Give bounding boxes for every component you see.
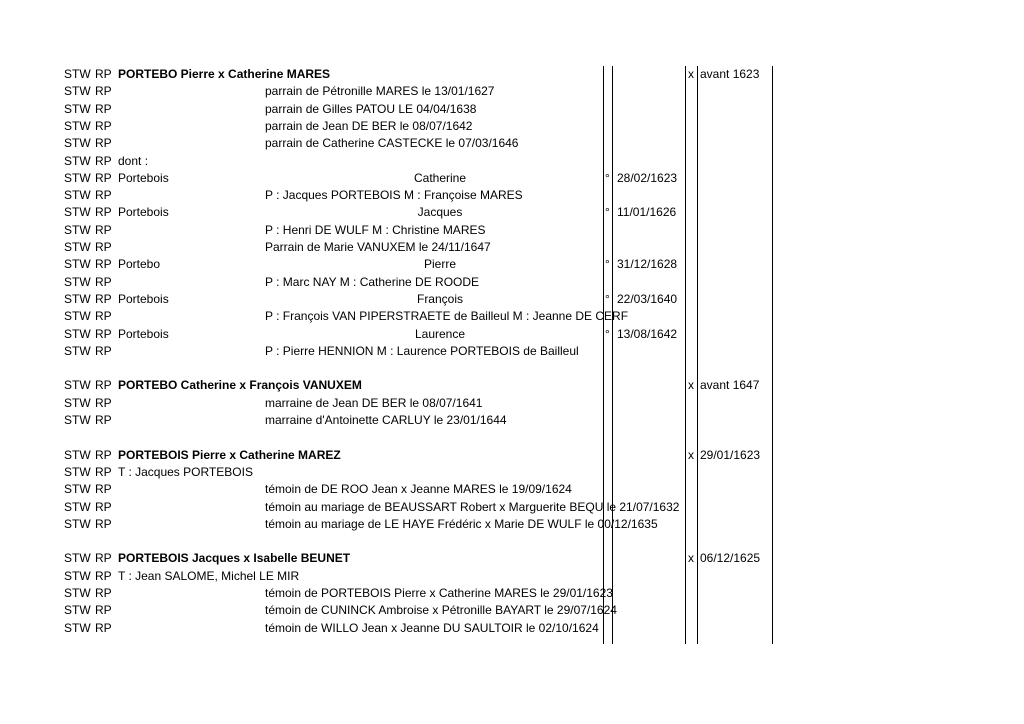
name-cell: T : Jacques PORTEBOIS [118, 464, 253, 479]
stw-cell: STW [64, 274, 91, 289]
stw-cell: STW [64, 118, 91, 133]
rp-cell: RP [95, 464, 112, 479]
register-row [0, 585, 1024, 602]
entry-text: P : François VAN PIPERSTRAETE de Bailleul M : Jeanne DE CERF [265, 309, 629, 324]
name-cell: PORTEBOIS Jacques x Isabelle BEUNET [118, 551, 351, 566]
register-row [0, 118, 1024, 135]
name-cell: Portebo [118, 257, 161, 272]
rp-cell: RP [95, 274, 112, 289]
rp-cell: RP [95, 343, 112, 358]
entry-text: témoin de WILLO Jean x Jeanne DU SAULTOIR le 02/10/1624 [265, 620, 599, 635]
stw-cell: STW [64, 343, 91, 358]
rp-cell: RP [95, 67, 112, 81]
marriage-date: 06/12/1625 [700, 551, 761, 566]
name-cell: dont : [118, 153, 149, 168]
register-row [0, 620, 1024, 637]
birth-mark: ° [605, 205, 610, 220]
register-row [0, 170, 1024, 187]
entry-text: marraine d'Antoinette CARLUY le 23/01/1644 [265, 413, 507, 427]
rp-cell: RP [95, 620, 112, 635]
register-row [0, 239, 1024, 256]
stw-cell: STW [64, 499, 91, 514]
rp-cell: RP [95, 240, 112, 254]
entry-text: témoin de CUNINCK Ambroise x Pétronille BAYART le 29/07/1624 [265, 603, 617, 618]
register-row [0, 412, 1024, 429]
stw-cell: STW [64, 257, 91, 272]
name-cell: Portebois [118, 326, 169, 341]
register-row [0, 204, 1024, 221]
rp-cell: RP [95, 101, 112, 116]
rp-cell: RP [95, 551, 112, 566]
child-name: Pierre [423, 257, 456, 272]
stw-cell: STW [64, 309, 91, 324]
birth-mark: ° [605, 291, 610, 306]
stw-cell: STW [64, 551, 91, 566]
entry-text: témoin de DE ROO Jean x Jeanne MARES le 19/09/1624 [265, 482, 572, 497]
register-row [0, 153, 1024, 170]
marriage-date: 29/01/1623 [700, 447, 761, 462]
birth-mark: ° [605, 257, 610, 272]
rp-cell: RP [95, 257, 112, 272]
register-row [0, 499, 1024, 516]
entry-text: parrain de Catherine CASTECKE le 07/03/1646 [265, 136, 519, 151]
birth-date: 11/01/1626 [617, 205, 677, 220]
stw-cell: STW [64, 205, 91, 220]
rp-cell: RP [95, 291, 112, 306]
rp-cell: RP [95, 395, 112, 410]
entry-text: parrain de Jean DE BER le 08/07/1642 [265, 118, 473, 133]
rp-cell: RP [95, 568, 112, 583]
rp-cell: RP [95, 326, 112, 341]
marriage-mark: x [688, 447, 694, 462]
register-row [0, 377, 1024, 394]
name-cell: PORTEBO Pierre x Catherine MARES [118, 67, 331, 81]
stw-cell: STW [64, 447, 91, 462]
rp-cell: RP [95, 413, 112, 427]
register-row [0, 550, 1024, 567]
register-row [0, 429, 1024, 446]
stw-cell: STW [64, 170, 91, 185]
register-row [0, 101, 1024, 118]
rp-cell: RP [95, 188, 112, 203]
rp-cell: RP [95, 153, 112, 168]
stw-cell: STW [64, 153, 91, 168]
register-row [0, 274, 1024, 291]
rp-cell: RP [95, 447, 112, 462]
name-cell: Portebois [118, 170, 169, 185]
rp-cell: RP [95, 482, 112, 497]
rp-cell: RP [95, 170, 112, 185]
stw-cell: STW [64, 516, 91, 531]
birth-date: 13/08/1642 [617, 326, 678, 341]
entry-text: témoin au mariage de BEAUSSART Robert x Marguerite BEQU le 21/07/1632 [265, 499, 680, 514]
entry-text: parrain de Gilles PATOU LE 04/04/1638 [265, 101, 477, 116]
register-row [0, 447, 1024, 464]
register-row [0, 135, 1024, 152]
rp-cell: RP [95, 136, 112, 151]
marriage-mark: x [688, 378, 694, 393]
register-row [0, 395, 1024, 412]
entry-text: marraine de Jean DE BER le 08/07/1641 [265, 395, 483, 410]
register-row [0, 568, 1024, 585]
child-name: François [416, 291, 463, 306]
name-cell: Portebois [118, 291, 169, 306]
rp-cell: RP [95, 378, 112, 393]
stw-cell: STW [64, 326, 91, 341]
rp-cell: RP [95, 516, 112, 531]
birth-date: 28/02/1623 [617, 170, 678, 185]
marriage-mark: x [688, 67, 694, 81]
register-row [0, 360, 1024, 377]
marriage-mark: x [688, 551, 694, 566]
register-row [0, 326, 1024, 343]
child-name: Jacques [417, 205, 463, 220]
stw-cell: STW [64, 101, 91, 116]
name-cell: Portebois [118, 205, 169, 220]
name-cell: PORTEBOIS Pierre x Catherine MAREZ [118, 447, 341, 462]
register-row [0, 481, 1024, 498]
rp-cell: RP [95, 586, 112, 600]
marriage-date: avant 1647 [700, 378, 760, 393]
stw-cell: STW [64, 240, 91, 254]
register-row [0, 66, 1024, 83]
stw-cell: STW [64, 603, 91, 618]
entry-text: témoin au mariage de LE HAYE Frédéric x Marie DE WULF le 00/12/1635 [265, 516, 658, 531]
rp-cell: RP [95, 603, 112, 618]
stw-cell: STW [64, 67, 91, 81]
register-row [0, 308, 1024, 325]
stw-cell: STW [64, 586, 91, 600]
rp-cell: RP [95, 309, 112, 324]
register-row [0, 222, 1024, 239]
register-row [0, 83, 1024, 100]
stw-cell: STW [64, 620, 91, 635]
stw-cell: STW [64, 568, 91, 583]
register-row [0, 343, 1024, 360]
entry-text: Parrain de Marie VANUXEM le 24/11/1647 [265, 240, 491, 254]
birth-mark: ° [605, 326, 610, 341]
entry-text: témoin de PORTEBOIS Pierre x Catherine MARES le 29/01/1623 [265, 586, 613, 600]
stw-cell: STW [64, 395, 91, 410]
stw-cell: STW [64, 84, 91, 99]
stw-cell: STW [64, 136, 91, 151]
register-row [0, 516, 1024, 533]
birth-date: 31/12/1628 [617, 257, 678, 272]
stw-cell: STW [64, 413, 91, 427]
rp-cell: RP [95, 84, 112, 99]
register-row [0, 187, 1024, 204]
rp-cell: RP [95, 205, 112, 220]
name-cell: PORTEBO Catherine x François VANUXEM [118, 378, 362, 393]
stw-cell: STW [64, 378, 91, 393]
entry-text: P : Marc NAY M : Catherine DE ROODE [265, 274, 480, 289]
register-row [0, 602, 1024, 619]
entry-text: P : Henri DE WULF M : Christine MARES [265, 222, 486, 237]
entry-text: parrain de Pétronille MARES le 13/01/1627 [265, 84, 495, 99]
birth-mark: ° [605, 170, 610, 185]
rp-cell: RP [95, 499, 112, 514]
entry-text: P : Pierre HENNION M : Laurence PORTEBOIS de Bailleul [265, 343, 579, 358]
rp-cell: RP [95, 222, 112, 237]
stw-cell: STW [64, 291, 91, 306]
stw-cell: STW [64, 482, 91, 497]
register-row [0, 291, 1024, 308]
name-cell: T : Jean SALOME, Michel LE MIR [118, 568, 300, 583]
register-row [0, 464, 1024, 481]
register-row [0, 533, 1024, 550]
entry-text: P : Jacques PORTEBOIS M : Françoise MARES [265, 188, 523, 203]
stw-cell: STW [64, 464, 91, 479]
child-name: Laurence [414, 326, 466, 341]
rp-cell: RP [95, 118, 112, 133]
register-row [0, 256, 1024, 273]
stw-cell: STW [64, 188, 91, 203]
stw-cell: STW [64, 222, 91, 237]
birth-date: 22/03/1640 [617, 291, 678, 306]
child-name: Catherine [413, 170, 467, 185]
marriage-date: avant 1623 [700, 67, 760, 81]
